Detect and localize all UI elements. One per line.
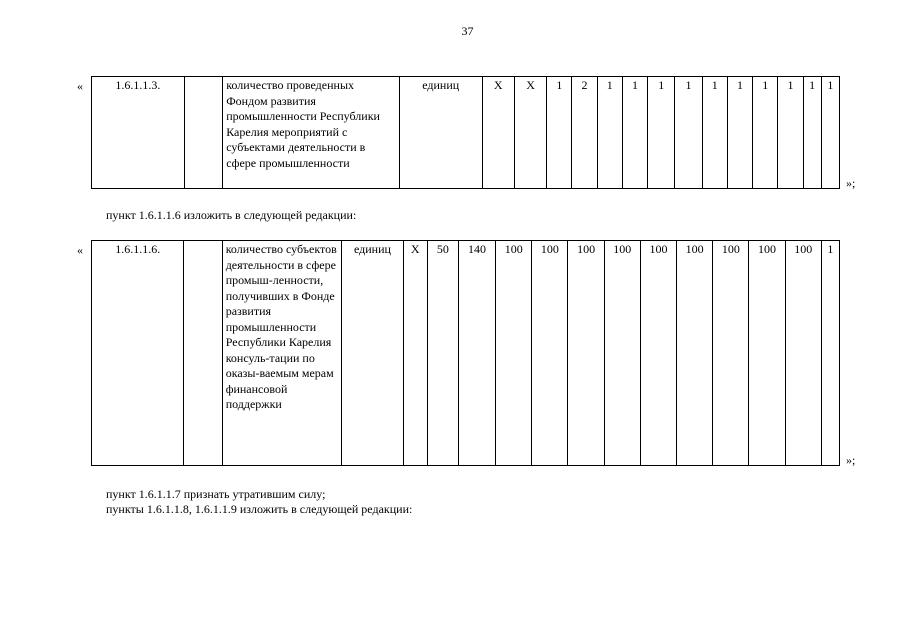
value-cell: 1 — [597, 77, 622, 189]
value-cell: 1 — [803, 77, 821, 189]
indicator-description: количество проведенных Фондом развития промышленности Республики Карелия мероприятий с субъектами деятельности в сфере промышленности — [223, 77, 400, 189]
value-cell: 1 — [753, 77, 778, 189]
value-cell: X — [482, 77, 514, 189]
table-row — [92, 77, 840, 189]
paragraph-3: пункты 1.6.1.1.8, 1.6.1.1.9 изложить в следующей редакции: — [106, 502, 413, 516]
value-cell: 100 — [604, 241, 640, 466]
value-cell: 100 — [713, 241, 749, 466]
close-quote-1: »; — [846, 176, 856, 190]
value-cell: 100 — [532, 241, 568, 466]
value-cell: 100 — [785, 241, 821, 466]
value-cell: 1 — [622, 77, 647, 189]
table-row — [92, 241, 840, 466]
value-cell: 1 — [727, 77, 752, 189]
value-cell: 1 — [547, 77, 572, 189]
value-cell: X — [514, 77, 546, 189]
value-cell: 140 — [458, 241, 495, 466]
value-cell: 100 — [749, 241, 785, 466]
value-cell: 1 — [821, 77, 839, 189]
value-cell: 100 — [640, 241, 676, 466]
paragraph-2: пункт 1.6.1.1.7 признать утратившим силу; — [106, 487, 326, 501]
value-cell: 100 — [568, 241, 604, 466]
close-quote-2: »; — [846, 453, 856, 467]
value-cell: 1 — [675, 77, 702, 189]
indicator-table-1 — [91, 76, 840, 189]
indicator-description: количество субъектов деятельности в сфере промыш-ленности, получивших в Фонде развития промышленности Республики Карелия консуль-тации по оказы-ваемым мерам финансовой поддержки — [222, 241, 342, 466]
indicator-unit: единиц — [342, 241, 403, 466]
page-number: 37 — [461, 24, 474, 38]
value-cell: 100 — [677, 241, 713, 466]
indicator-code: 1.6.1.1.3. — [92, 77, 185, 189]
empty-cell — [184, 241, 222, 466]
empty-cell — [184, 77, 222, 189]
indicator-table-2 — [91, 240, 840, 466]
indicator-unit: единиц — [399, 77, 482, 189]
value-cell: 1 — [648, 77, 675, 189]
value-cell: X — [403, 241, 427, 466]
open-quote-2: « — [77, 243, 83, 257]
indicator-code: 1.6.1.1.6. — [92, 241, 184, 466]
value-cell: 1 — [778, 77, 803, 189]
open-quote-1: « — [77, 79, 83, 93]
value-cell: 2 — [572, 77, 597, 189]
value-cell: 50 — [427, 241, 458, 466]
value-cell: 1 — [702, 77, 727, 189]
paragraph-1: пункт 1.6.1.1.6 изложить в следующей редакции: — [106, 208, 357, 222]
value-cell: 1 — [821, 241, 839, 466]
value-cell: 100 — [496, 241, 532, 466]
